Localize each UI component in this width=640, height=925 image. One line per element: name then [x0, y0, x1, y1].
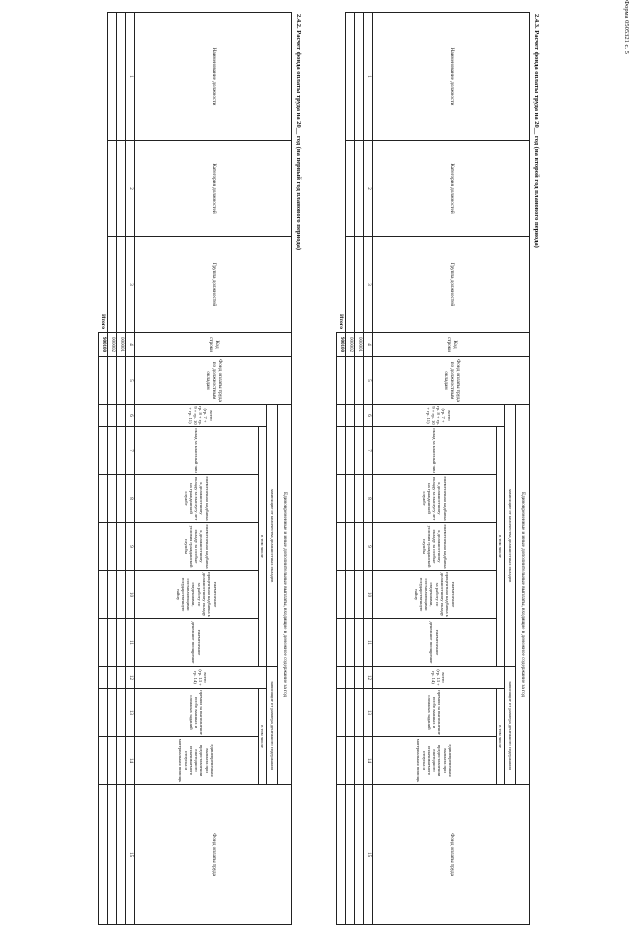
column-number: 9 — [126, 523, 135, 571]
header-total-b — [135, 667, 267, 689]
value-cell[interactable] — [108, 427, 117, 475]
header-position-group: Группа должностей — [373, 237, 530, 333]
header-total-a-label: всего — [446, 410, 452, 421]
header-special-task-bonus: премии за выполнение особо важных и сложных заданий — [373, 689, 497, 737]
header-additional-payments: Единовременные и иные дополнительные выплаты, входящие в денежное содержание за год — [278, 405, 292, 785]
total-value-cell[interactable] — [99, 689, 108, 737]
value-cell[interactable] — [117, 667, 126, 689]
column-number: 11 — [364, 619, 373, 667]
position-name-cell[interactable] — [355, 13, 364, 141]
form-number: Форма 0505321 с. 5 — [623, 0, 630, 54]
value-cell[interactable] — [355, 475, 364, 523]
column-number: 3 — [364, 237, 373, 333]
total-value-cell[interactable] — [99, 619, 108, 667]
header-seniority-bonus: ежемесячная надбавка к должностному окладу за выслугу лет на гражданской службе — [135, 475, 259, 523]
section-2-4-2 — [98, 8, 302, 908]
position-category-cell[interactable] — [108, 141, 117, 237]
header-monthly-incentive: ежемесячное денежное поощрение — [373, 619, 497, 667]
total-value-cell[interactable] — [337, 523, 346, 571]
header-payroll-fund: Фонд оплаты труда — [135, 785, 292, 925]
line-code-cell: 000002 — [346, 333, 355, 357]
value-cell[interactable] — [355, 619, 364, 667]
total-code-cell: 900100 — [99, 333, 108, 357]
header-pay-dependent: зависящие от размера денежного содержания — [505, 667, 516, 785]
column-numbers-row — [364, 13, 373, 925]
column-number: 8 — [126, 475, 135, 523]
total-value-cell[interactable] — [99, 737, 108, 785]
total-code-cell: 900100 — [337, 333, 346, 357]
header-line-code: Код строки — [135, 333, 292, 357]
total-value-cell[interactable] — [337, 689, 346, 737]
header-class-rank-salary: оклад за классный чин — [373, 427, 497, 475]
column-number: 13 — [364, 689, 373, 737]
header-pay-dependent: зависящие от размера денежного содержания — [267, 667, 278, 785]
value-cell[interactable] — [108, 785, 117, 925]
position-group-cell[interactable] — [108, 237, 117, 333]
header-position-category: Категория должностей — [135, 141, 292, 237]
header-in-that-a: в том числе — [259, 427, 267, 667]
value-cell[interactable] — [355, 737, 364, 785]
value-cell[interactable] — [346, 427, 355, 475]
header-position-name: Наименование должности — [373, 13, 530, 141]
header-in-that-b: в том числе — [497, 689, 505, 785]
value-cell[interactable] — [108, 475, 117, 523]
value-cell[interactable] — [117, 357, 126, 405]
column-number: 14 — [364, 737, 373, 785]
header-special-task-bonus: премии за выполнение особо важных и сложных заданий — [135, 689, 259, 737]
total-value-cell[interactable] — [337, 619, 346, 667]
total-value-cell[interactable] — [337, 357, 346, 405]
total-label: Итого — [99, 313, 106, 329]
position-group-cell[interactable] — [355, 237, 364, 333]
position-category-cell[interactable] — [117, 141, 126, 237]
column-number: 5 — [126, 357, 135, 405]
column-numbers-row — [126, 13, 135, 925]
column-number: 12 — [126, 667, 135, 689]
header-salary-fund: Фонд оплаты труда по должностным окладам — [373, 357, 530, 405]
column-number: 10 — [126, 571, 135, 619]
total-value-cell[interactable] — [337, 475, 346, 523]
column-number: 14 — [126, 737, 135, 785]
position-name-cell[interactable] — [117, 13, 126, 141]
header-total-a-formula: (гр. 7 + гр. 8 + гр. 9 + гр. 10 + гр. 11) — [187, 406, 209, 425]
total-value-cell[interactable] — [99, 405, 108, 427]
column-number: 11 — [126, 619, 135, 667]
header-total-a-label: всего — [208, 410, 214, 421]
value-cell[interactable] — [346, 405, 355, 427]
value-cell[interactable] — [117, 785, 126, 925]
position-group-cell[interactable] — [346, 237, 355, 333]
value-cell[interactable] — [346, 357, 355, 405]
value-cell[interactable] — [117, 475, 126, 523]
value-cell[interactable] — [355, 405, 364, 427]
position-category-cell[interactable] — [355, 141, 364, 237]
header-position-group: Группа должностей — [135, 237, 292, 333]
header-in-that-b: в том числе — [259, 689, 267, 785]
header-payroll-fund: Фонд оплаты труда — [373, 785, 530, 925]
header-vacation-payment: единовременная выплата при предоставлении ежегодного оплачиваемого отпуска и материальная помощь — [373, 737, 497, 785]
column-number: 7 — [126, 427, 135, 475]
value-cell[interactable] — [117, 427, 126, 475]
header-salary-fund: Фонд оплаты труда по должностным окладам — [135, 357, 292, 405]
total-value-cell[interactable] — [99, 571, 108, 619]
value-cell[interactable] — [355, 571, 364, 619]
total-value-cell[interactable] — [337, 785, 346, 925]
column-number: 8 — [364, 475, 373, 523]
column-number: 4 — [364, 333, 373, 357]
total-value-cell[interactable] — [99, 785, 108, 925]
column-number: 15 — [126, 785, 135, 925]
header-vacation-payment: единовременная выплата при предоставлении ежегодного оплачиваемого отпуска и материальная помощь — [135, 737, 259, 785]
header-state-secret-bonus: ежемесячное процентная надбавка к должностному окладу за работу со сведениями, составляющими государственную тайну — [135, 571, 259, 619]
value-cell[interactable] — [346, 667, 355, 689]
total-value-cell[interactable] — [99, 667, 108, 689]
table-row — [117, 13, 126, 925]
line-code-cell: 000001 — [117, 333, 126, 357]
column-number: 7 — [364, 427, 373, 475]
value-cell[interactable] — [355, 785, 364, 925]
total-label: Итого — [337, 313, 344, 329]
column-number: 3 — [126, 237, 135, 333]
header-total-b — [373, 667, 505, 689]
total-value-cell[interactable] — [99, 427, 108, 475]
header-additional-payments: Единовременные и иные дополнительные выплаты, входящие в денежное содержание за год — [516, 405, 530, 785]
column-number: 13 — [126, 689, 135, 737]
header-salary-dependent: зависящие от количества должностных окладов — [505, 405, 516, 667]
header-special-conditions-bonus: ежемесячная надбавка к должностному окладу за особые условия гражданской службы — [373, 523, 497, 571]
section-title: 2.4.2. Расчет фонда оплаты труда на 20__ год (на первый год планового периода) — [295, 14, 302, 251]
value-cell[interactable] — [346, 785, 355, 925]
payroll-table — [98, 12, 292, 925]
table-row — [346, 13, 355, 925]
value-cell[interactable] — [346, 475, 355, 523]
value-cell[interactable] — [355, 357, 364, 405]
header-total-b-label: всего — [203, 672, 209, 683]
value-cell[interactable] — [117, 571, 126, 619]
value-cell[interactable] — [108, 523, 117, 571]
line-code-cell: 000001 — [355, 333, 364, 357]
total-value-cell[interactable] — [337, 667, 346, 689]
value-cell[interactable] — [108, 667, 117, 689]
value-cell[interactable] — [346, 571, 355, 619]
total-row — [99, 13, 108, 925]
column-number: 9 — [364, 523, 373, 571]
column-number: 2 — [364, 141, 373, 237]
header-total-b-label: всего — [441, 672, 447, 683]
value-cell[interactable] — [355, 689, 364, 737]
section-2-4-3 — [336, 8, 540, 908]
total-row — [337, 13, 346, 925]
value-cell[interactable] — [108, 405, 117, 427]
value-cell[interactable] — [346, 523, 355, 571]
column-number: 10 — [364, 571, 373, 619]
value-cell[interactable] — [117, 523, 126, 571]
position-group-cell[interactable] — [117, 237, 126, 333]
header-total-b-formula: (гр. 13 + гр. 14) — [192, 669, 204, 686]
column-number: 12 — [364, 667, 373, 689]
total-value-cell[interactable] — [337, 737, 346, 785]
total-value-cell[interactable] — [99, 475, 108, 523]
header-seniority-bonus: ежемесячная надбавка к должностному окладу за выслугу лет на гражданской службе — [373, 475, 497, 523]
column-number: 1 — [126, 13, 135, 141]
position-name-cell[interactable] — [108, 13, 117, 141]
header-total-b-formula: (гр. 13 + гр. 14) — [430, 669, 442, 686]
header-in-that-a: в том числе — [497, 427, 505, 667]
total-value-cell[interactable] — [337, 571, 346, 619]
position-name-cell[interactable] — [346, 13, 355, 141]
column-number: 6 — [126, 405, 135, 427]
value-cell[interactable] — [346, 737, 355, 785]
header-total-a — [135, 405, 267, 427]
header-class-rank-salary: оклад за классный чин — [135, 427, 259, 475]
header-monthly-incentive: ежемесячное денежное поощрение — [135, 619, 259, 667]
value-cell[interactable] — [117, 737, 126, 785]
value-cell[interactable] — [108, 357, 117, 405]
total-value-cell[interactable] — [99, 357, 108, 405]
header-position-name: Наименование должности — [135, 13, 292, 141]
total-value-cell[interactable] — [99, 523, 108, 571]
line-code-cell: 000002 — [108, 333, 117, 357]
value-cell[interactable] — [346, 619, 355, 667]
value-cell[interactable] — [355, 427, 364, 475]
table-row — [355, 13, 364, 925]
header-line-code: Код строки — [373, 333, 530, 357]
section-title: 2.4.3. Расчет фонда оплаты труда на 20__ год (на второй год планового периода) — [533, 14, 540, 248]
column-number: 5 — [364, 357, 373, 405]
value-cell[interactable] — [108, 571, 117, 619]
value-cell[interactable] — [117, 405, 126, 427]
payroll-table — [336, 12, 530, 925]
value-cell[interactable] — [117, 619, 126, 667]
column-number: 4 — [126, 333, 135, 357]
column-number: 2 — [126, 141, 135, 237]
header-position-category: Категория должностей — [373, 141, 530, 237]
table-row — [108, 13, 117, 925]
header-total-a-formula: (гр. 7 + гр. 8 + гр. 9 + гр. 10 + гр. 11) — [425, 406, 447, 425]
header-total-a — [373, 405, 505, 427]
header-salary-dependent: зависящие от количества должностных окладов — [267, 405, 278, 667]
total-value-cell[interactable] — [337, 427, 346, 475]
value-cell[interactable] — [355, 667, 364, 689]
value-cell[interactable] — [108, 689, 117, 737]
column-number: 6 — [364, 405, 373, 427]
value-cell[interactable] — [108, 737, 117, 785]
value-cell[interactable] — [355, 523, 364, 571]
header-state-secret-bonus: ежемесячное процентная надбавка к должностному окладу за работу со сведениями, составляющими государственную тайну — [373, 571, 497, 619]
position-category-cell[interactable] — [346, 141, 355, 237]
value-cell[interactable] — [346, 689, 355, 737]
value-cell[interactable] — [108, 619, 117, 667]
value-cell[interactable] — [117, 689, 126, 737]
column-number: 15 — [364, 785, 373, 925]
total-value-cell[interactable] — [337, 405, 346, 427]
header-special-conditions-bonus: ежемесячная надбавка к должностному окладу за особые условия гражданской службы — [135, 523, 259, 571]
column-number: 1 — [364, 13, 373, 141]
